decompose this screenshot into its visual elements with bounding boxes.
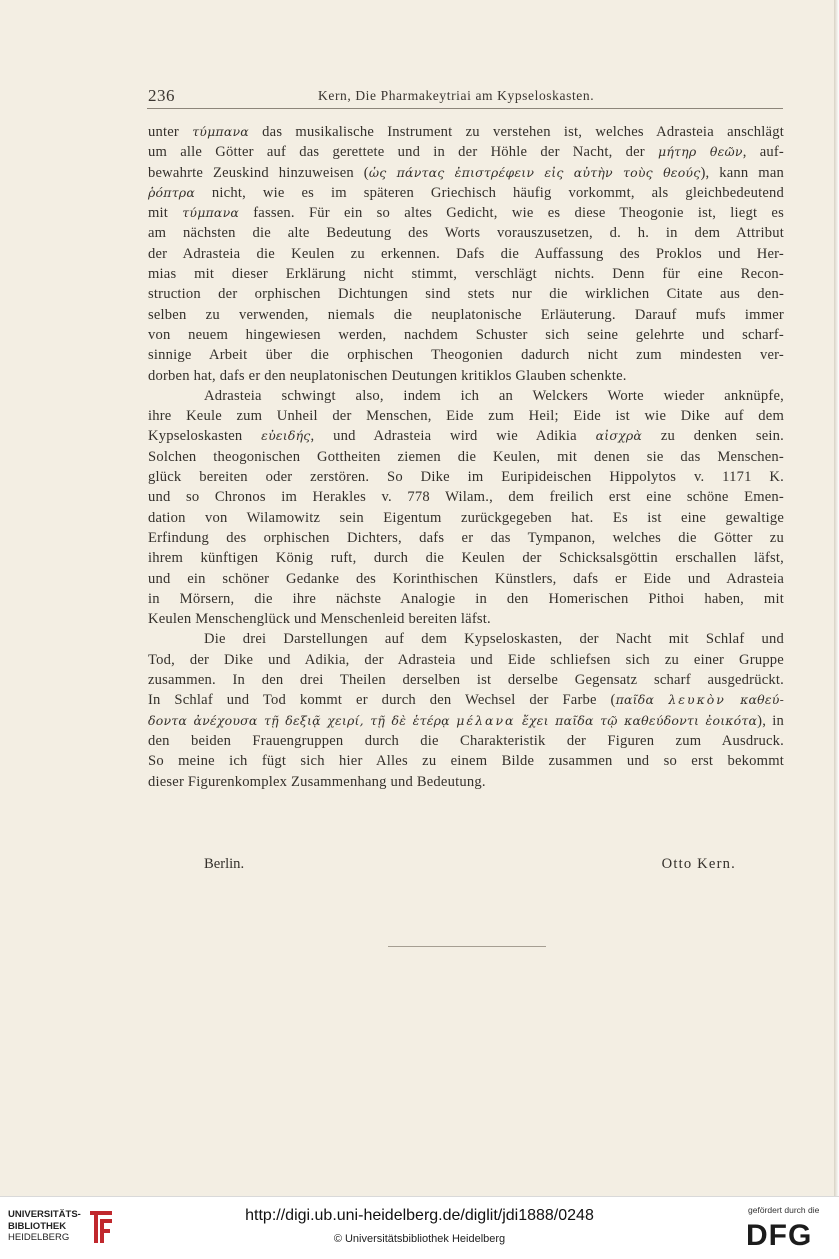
text-run: mias mit dieser Erklärung nicht stimmt, verschlägt nichts. Denn für eine Recon-	[148, 266, 784, 283]
text-run: dorben hat, dafs er den neuplatonischen Deutungen kritiklos Glauben schenkte.	[148, 367, 627, 384]
text-line	[148, 366, 784, 386]
text-run: So meine ich fügt sich hier Alles zu einem Bilde zusammen und so erst bekommt	[148, 753, 784, 770]
text-line	[148, 426, 784, 446]
text-line	[148, 650, 784, 670]
library-line-1: UNIVERSITÄTS-	[8, 1209, 81, 1220]
running-title: Kern, Die Pharmakeytriai am Kypseloskasten.	[318, 88, 595, 103]
text-line	[148, 122, 784, 142]
signature-line	[148, 856, 784, 877]
text-run: ), kann man	[700, 164, 785, 181]
text-line	[148, 163, 784, 183]
page-edge	[834, 0, 839, 1196]
text-line	[148, 467, 784, 487]
signature-place: Berlin.	[204, 856, 245, 872]
footer-bar	[0, 1196, 839, 1259]
text-run: Tod, der Dike und Adikia, der Adrasteia und Eide schliefsen sich zu einer Gruppe	[148, 651, 784, 668]
text-line	[148, 183, 784, 203]
text-line	[148, 345, 784, 365]
greek-quote: δοντα ἀνέχουσα τῇ δεξιᾷ χειρί, τῇ δὲ ἑτέρᾳ	[148, 712, 457, 728]
page-number: 236	[148, 86, 175, 105]
greek-quote: ὡς πάντας ἐπιστρέφειν εἰς αὐτὴν τοὺς θεούς	[368, 164, 701, 180]
text-line	[148, 386, 784, 406]
text-line	[148, 731, 784, 751]
text-line	[148, 569, 784, 589]
source-url-link[interactable]: http://digi.ub.uni-heidelberg.de/diglit/jdi1888/0248	[245, 1207, 594, 1224]
dfg-logo-icon: DFG	[746, 1219, 813, 1252]
text-line	[148, 772, 784, 792]
text-line	[148, 629, 784, 649]
text-run: dieser Figurenkomplex Zusammenhang und Bedeutung.	[148, 773, 486, 790]
text-run: Adrasteia schwingt also, indem ich an Welckers Worte wieder anknüpfe,	[204, 387, 784, 404]
text-run: sinnige Arbeit über die orphischen Theogonien dadurch nicht zum mindesten ver-	[148, 347, 784, 364]
text-run: Erfindung des orphischen Dichters, dafs er das Tympanon, welches die Götter zu	[148, 529, 784, 546]
text-run: In Schlaf und Tod kommt er durch den Wechsel der Farbe (	[148, 692, 616, 709]
text-run: selben zu verwenden, niemals die neuplatonische Erläuterung. Darauf mufs immer	[148, 306, 784, 323]
text-run: zusammen. In den drei Theilen derselben ist derselbe Gegensatz scharf ausgedrückt.	[148, 672, 784, 689]
running-head	[148, 86, 692, 108]
text-line	[148, 589, 784, 609]
text-line	[148, 487, 784, 507]
text-run: bewahrte Zeuskind hinzuweisen (	[148, 164, 369, 181]
greek-quote: τύμπανα	[182, 205, 240, 221]
text-line	[148, 711, 784, 731]
text-line	[148, 305, 784, 325]
greek-quote: αἰσχρὰ	[595, 428, 643, 444]
end-rule	[388, 946, 546, 947]
funding-caption: gefördert durch die	[748, 1205, 820, 1215]
text-run: , und Adrasteia wird wie Adikia	[310, 428, 596, 445]
text-line	[148, 690, 784, 710]
text-line	[148, 447, 784, 467]
greek-quote: παῖδα	[615, 692, 669, 708]
article-body	[148, 122, 784, 792]
text-run: unter	[148, 124, 193, 140]
text-run: ihrem künftigen König ruft, durch die Keulen der Schicksalsgöttin erschallen läfst,	[148, 550, 784, 567]
text-run: Die drei Darstellungen auf dem Kypseloskasten, der Nacht mit Schlaf und	[204, 631, 784, 648]
text-line	[148, 142, 784, 162]
text-run: ), in	[757, 712, 784, 729]
text-run: struction der orphischen Dichtungen sind stets nur die wirklichen Citate aus den-	[148, 286, 784, 303]
text-run: dation von Wilamowitz sein Eigentum zurückgegeben hat. Es ist eine gewaltige	[148, 509, 784, 526]
text-run: fassen. Für ein so altes Gedicht, wie es diese Theogonie ist, liegt es	[239, 205, 784, 222]
text-run: in Mörsern, die ihre nächste Analogie in den Homerischen Pithoi haben, mit	[148, 590, 784, 607]
text-run: glück bereiten oder zerstören. So Dike im Euripideischen Hippolytos v. 1171 K.	[148, 469, 784, 486]
text-line	[148, 609, 784, 629]
text-run: den beiden Frauengruppen durch die Charakteristik der Figuren zum Ausdruck.	[148, 732, 784, 749]
text-run: das musikalische Instrument zu verstehen ist, welches Adrasteia anschlägt	[248, 124, 784, 140]
text-run: zu denken sein.	[642, 428, 784, 445]
text-line	[148, 203, 784, 223]
text-run: nicht, wie es im späteren Griechisch häufig vorkommt, als gleichbedeutend	[195, 184, 784, 201]
text-run: , auf-	[742, 144, 784, 161]
text-run: von neuem hingewiesen werden, nachdem Schuster sich seine gelehrte und scharf-	[148, 326, 784, 343]
text-run: Solchen theogonischen Gottheiten ziemen die Keulen, mit denen sie das Menschen-	[148, 448, 784, 465]
text-line	[148, 284, 784, 304]
text-line	[148, 508, 784, 528]
header-rule	[147, 108, 783, 109]
text-run: und ein schöner Gedanke des Korinthischen Künstlers, dafs er Eide und Adrasteia	[148, 570, 784, 587]
text-run: Keulen Menschenglück und Menschenleid bereiten läfst.	[148, 611, 491, 628]
text-run: am nächsten die alte Bedeutung des Worts vorauszusetzen, d. h. in dem Attribut	[148, 225, 784, 242]
text-run: ihre Keule zum Unheil der Menschen, Eide zum Heil; Eide ist wie Dike auf dem	[148, 408, 784, 425]
text-line	[148, 406, 784, 426]
text-line	[148, 325, 784, 345]
text-line	[148, 751, 784, 771]
text-line	[148, 548, 784, 568]
library-line-3: HEIDELBERG	[8, 1232, 70, 1243]
greek-emphasis: μέλανα	[456, 712, 516, 728]
text-run: mit	[148, 205, 183, 222]
text-run: Kypseloskasten	[148, 428, 262, 445]
greek-emphasis: λευκὸν	[668, 692, 726, 708]
text-line	[148, 670, 784, 690]
greek-quote: εὐειδής	[261, 428, 311, 444]
library-line-2: BIBLIOTHEK	[8, 1220, 67, 1232]
text-line	[148, 244, 784, 264]
greek-quote: μήτηρ θεῶν	[658, 144, 743, 160]
greek-quote: ἔχει παῖδα τῷ καθεύδοντι ἐοικότα	[515, 712, 758, 728]
text-run: der Adrasteia die Keulen zu erkennen. Dafs die Auffassung des Proklos und Her-	[148, 245, 784, 262]
greek-quote: ῥόπτρα	[148, 184, 195, 200]
greek-quote: τύμπανα	[192, 124, 249, 139]
text-run: und so Chronos im Herakles v. 778 Wilam., dem freilich erst eine schöne Emen-	[148, 489, 784, 506]
signature-author: Otto Kern.	[661, 856, 736, 872]
greek-quote: καθεύ-	[725, 692, 784, 708]
text-run: um alle Götter auf das gerettete und in der Höhle der Nacht, der	[148, 144, 659, 161]
copyright-notice: © Universitätsbibliothek Heidelberg	[333, 1233, 506, 1245]
text-line	[148, 264, 784, 284]
text-line	[148, 223, 784, 243]
text-line	[148, 528, 784, 548]
